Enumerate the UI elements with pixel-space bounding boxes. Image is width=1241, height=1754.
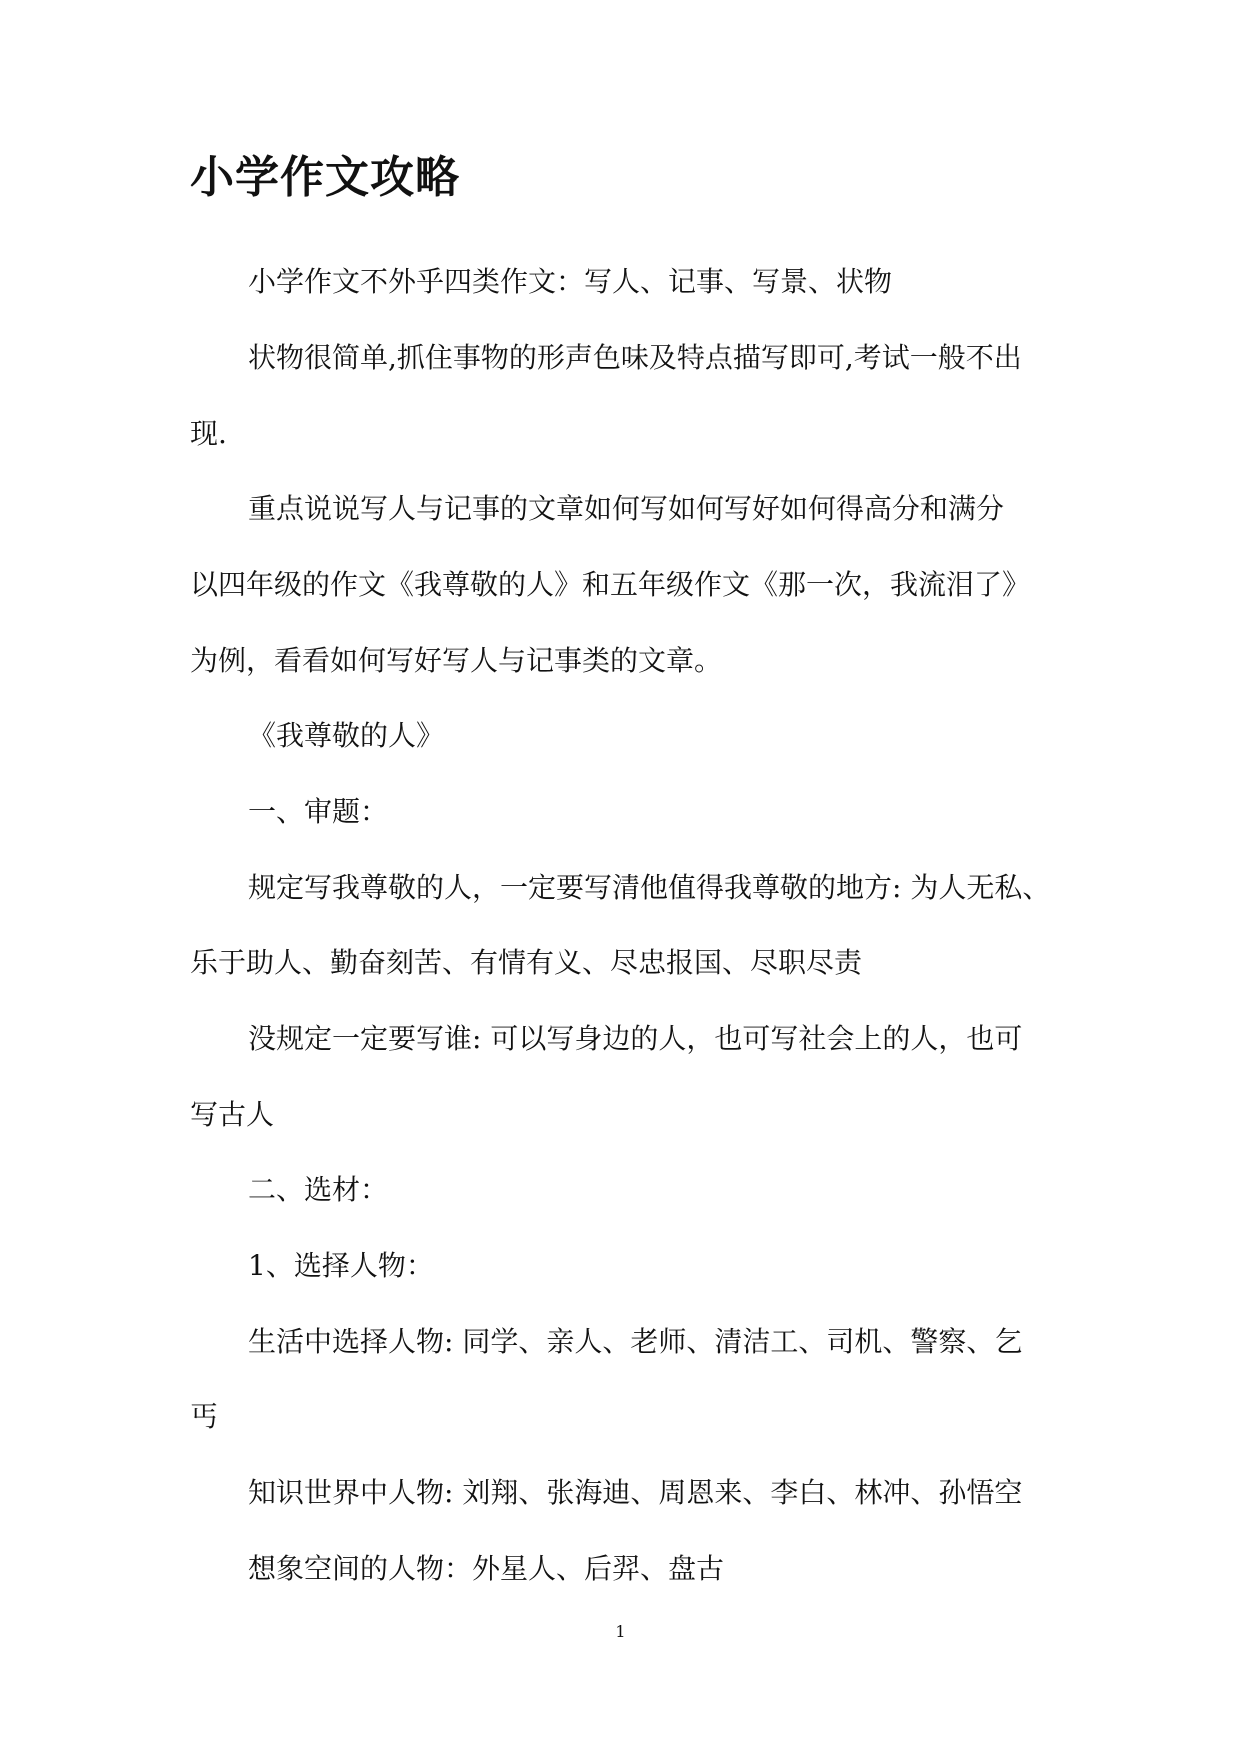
document-title: 小学作文攻略 (190, 152, 460, 203)
paragraph-line: 1、选择人物： (248, 1249, 434, 1282)
paragraph-line: 生活中选择人物: 同学、亲人、老师、清洁工、司机、警察、乞 (248, 1325, 1023, 1358)
paragraph-line: 现. (190, 417, 227, 450)
paragraph-line: 为例，看看如何写好写人与记事类的文章。 (190, 644, 723, 677)
paragraph-line: 《我尊敬的人》 (248, 719, 445, 752)
paragraph-line: 没规定一定要写谁: 可以写身边的人，也可写社会上的人，也可 (248, 1022, 1023, 1055)
paragraph-line: 状物很简单,抓住事物的形声色味及特点描写即可,考试一般不出 (248, 341, 1022, 374)
paragraph-line: 乐于助人、勤奋刻苦、有情有义、尽忠报国、尽职尽责 (190, 946, 863, 979)
page-number: 1 (615, 1622, 626, 1641)
paragraph-line: 小学作文不外乎四类作文：写人、记事、写景、状物 (248, 265, 893, 298)
paragraph-line: 二、选材： (248, 1173, 389, 1206)
paragraph-line: 一、审题： (248, 795, 389, 828)
paragraph-line: 写古人 (190, 1098, 275, 1131)
paragraph-line: 丐 (190, 1400, 219, 1433)
paragraph-line: 以四年级的作文《我尊敬的人》和五年级作文《那一次，我流泪了》 (190, 568, 1031, 601)
paragraph-line: 重点说说写人与记事的文章如何写如何写好如何得高分和满分 (248, 492, 1005, 525)
paragraph-line: 知识世界中人物: 刘翔、张海迪、周恩来、李白、林冲、孙悟空 (248, 1476, 1023, 1509)
paragraph-line: 想象空间的人物：外星人、后羿、盘古 (248, 1552, 725, 1585)
paragraph-line: 规定写我尊敬的人，一定要写清他值得我尊敬的地方: 为人无私、 (248, 871, 1051, 904)
